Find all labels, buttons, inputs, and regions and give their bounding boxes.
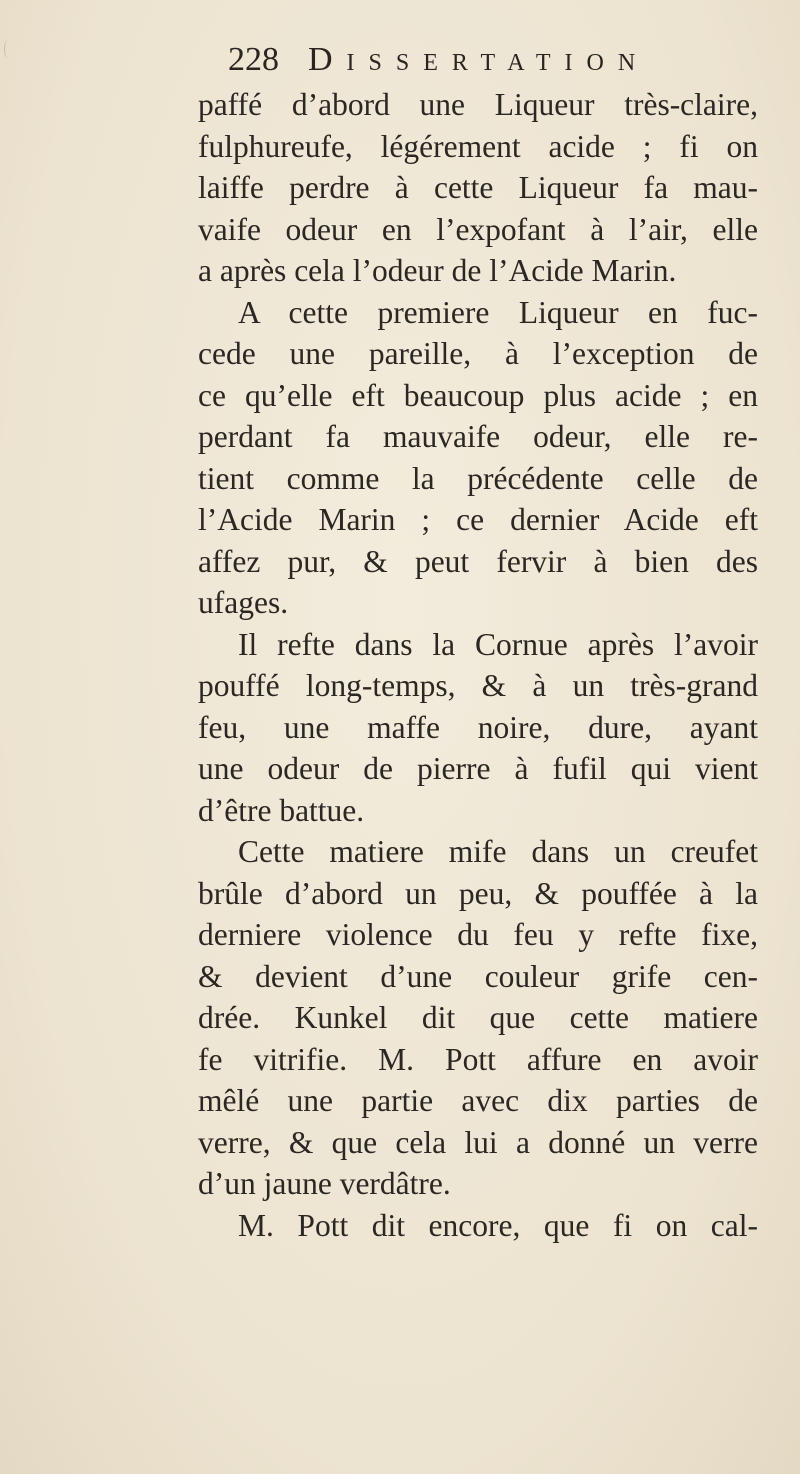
text-line: brûle d’abord un peu, & pouffée à la [198, 875, 758, 911]
text-line: d’être battue. [198, 792, 365, 828]
text-line: vaife odeur en l’expofant à l’air, elle [198, 211, 758, 247]
text-line: fe vitrifie. M. Pott affure en avoir [198, 1041, 758, 1077]
page-header [228, 38, 728, 86]
text-line: A cette premiere Liqueur en fuc- [238, 294, 758, 330]
text-line: feu, une maffe noire, dure, ayant [198, 709, 758, 745]
text-line: verre, & que cela lui a donné un verre [198, 1124, 758, 1160]
text-line: drée. Kunkel dit que cette matiere [198, 1000, 758, 1035]
text-line: une odeur de pierre à fufil qui vient [198, 751, 758, 786]
text-line: perdant fa mauvaife odeur, elle re- [198, 419, 758, 454]
text-line: tient comme la précédente celle de [198, 460, 758, 496]
text-line: mêlé une partie avec dix parties de [198, 1083, 758, 1118]
text-line: ce qu’elle eft beaucoup plus acide ; en [198, 377, 758, 413]
running-title: Dissertation [308, 41, 650, 78]
gutter-mark [4, 40, 11, 58]
text-line: affez pur, & peut fervir à bien des [198, 543, 758, 579]
text-line: pouffé long-temps, & à un très-grand [198, 668, 758, 703]
page-number: 228 [228, 41, 279, 78]
text-line: laiffe perdre à cette Liqueur fa mau- [198, 170, 758, 205]
text-line: derniere violence du feu y refte fixe, [198, 917, 758, 952]
text-line: Il refte dans la Cornue après l’avoir [238, 626, 758, 662]
text-line: a après cela l’odeur de l’Acide Marin. [198, 253, 677, 288]
text-line: Cette matiere mife dans un creufet [238, 834, 758, 869]
text-line: M. Pott dit encore, que fi on cal- [238, 1207, 758, 1243]
text-line: fulphureufe, légérement acide ; fi on [198, 128, 758, 164]
text-line: paffé d’abord une Liqueur très-claire, [198, 87, 758, 122]
body-text [198, 84, 758, 1246]
text-line: l’Acide Marin ; ce dernier Acide eft [198, 502, 758, 537]
text-line: ufages. [198, 585, 289, 620]
text-line: cede une pareille, à l’exception de [198, 336, 758, 371]
text-line: d’un jaune verdâtre. [198, 1166, 451, 1201]
text-line: & devient d’une couleur grife cen- [198, 958, 758, 994]
